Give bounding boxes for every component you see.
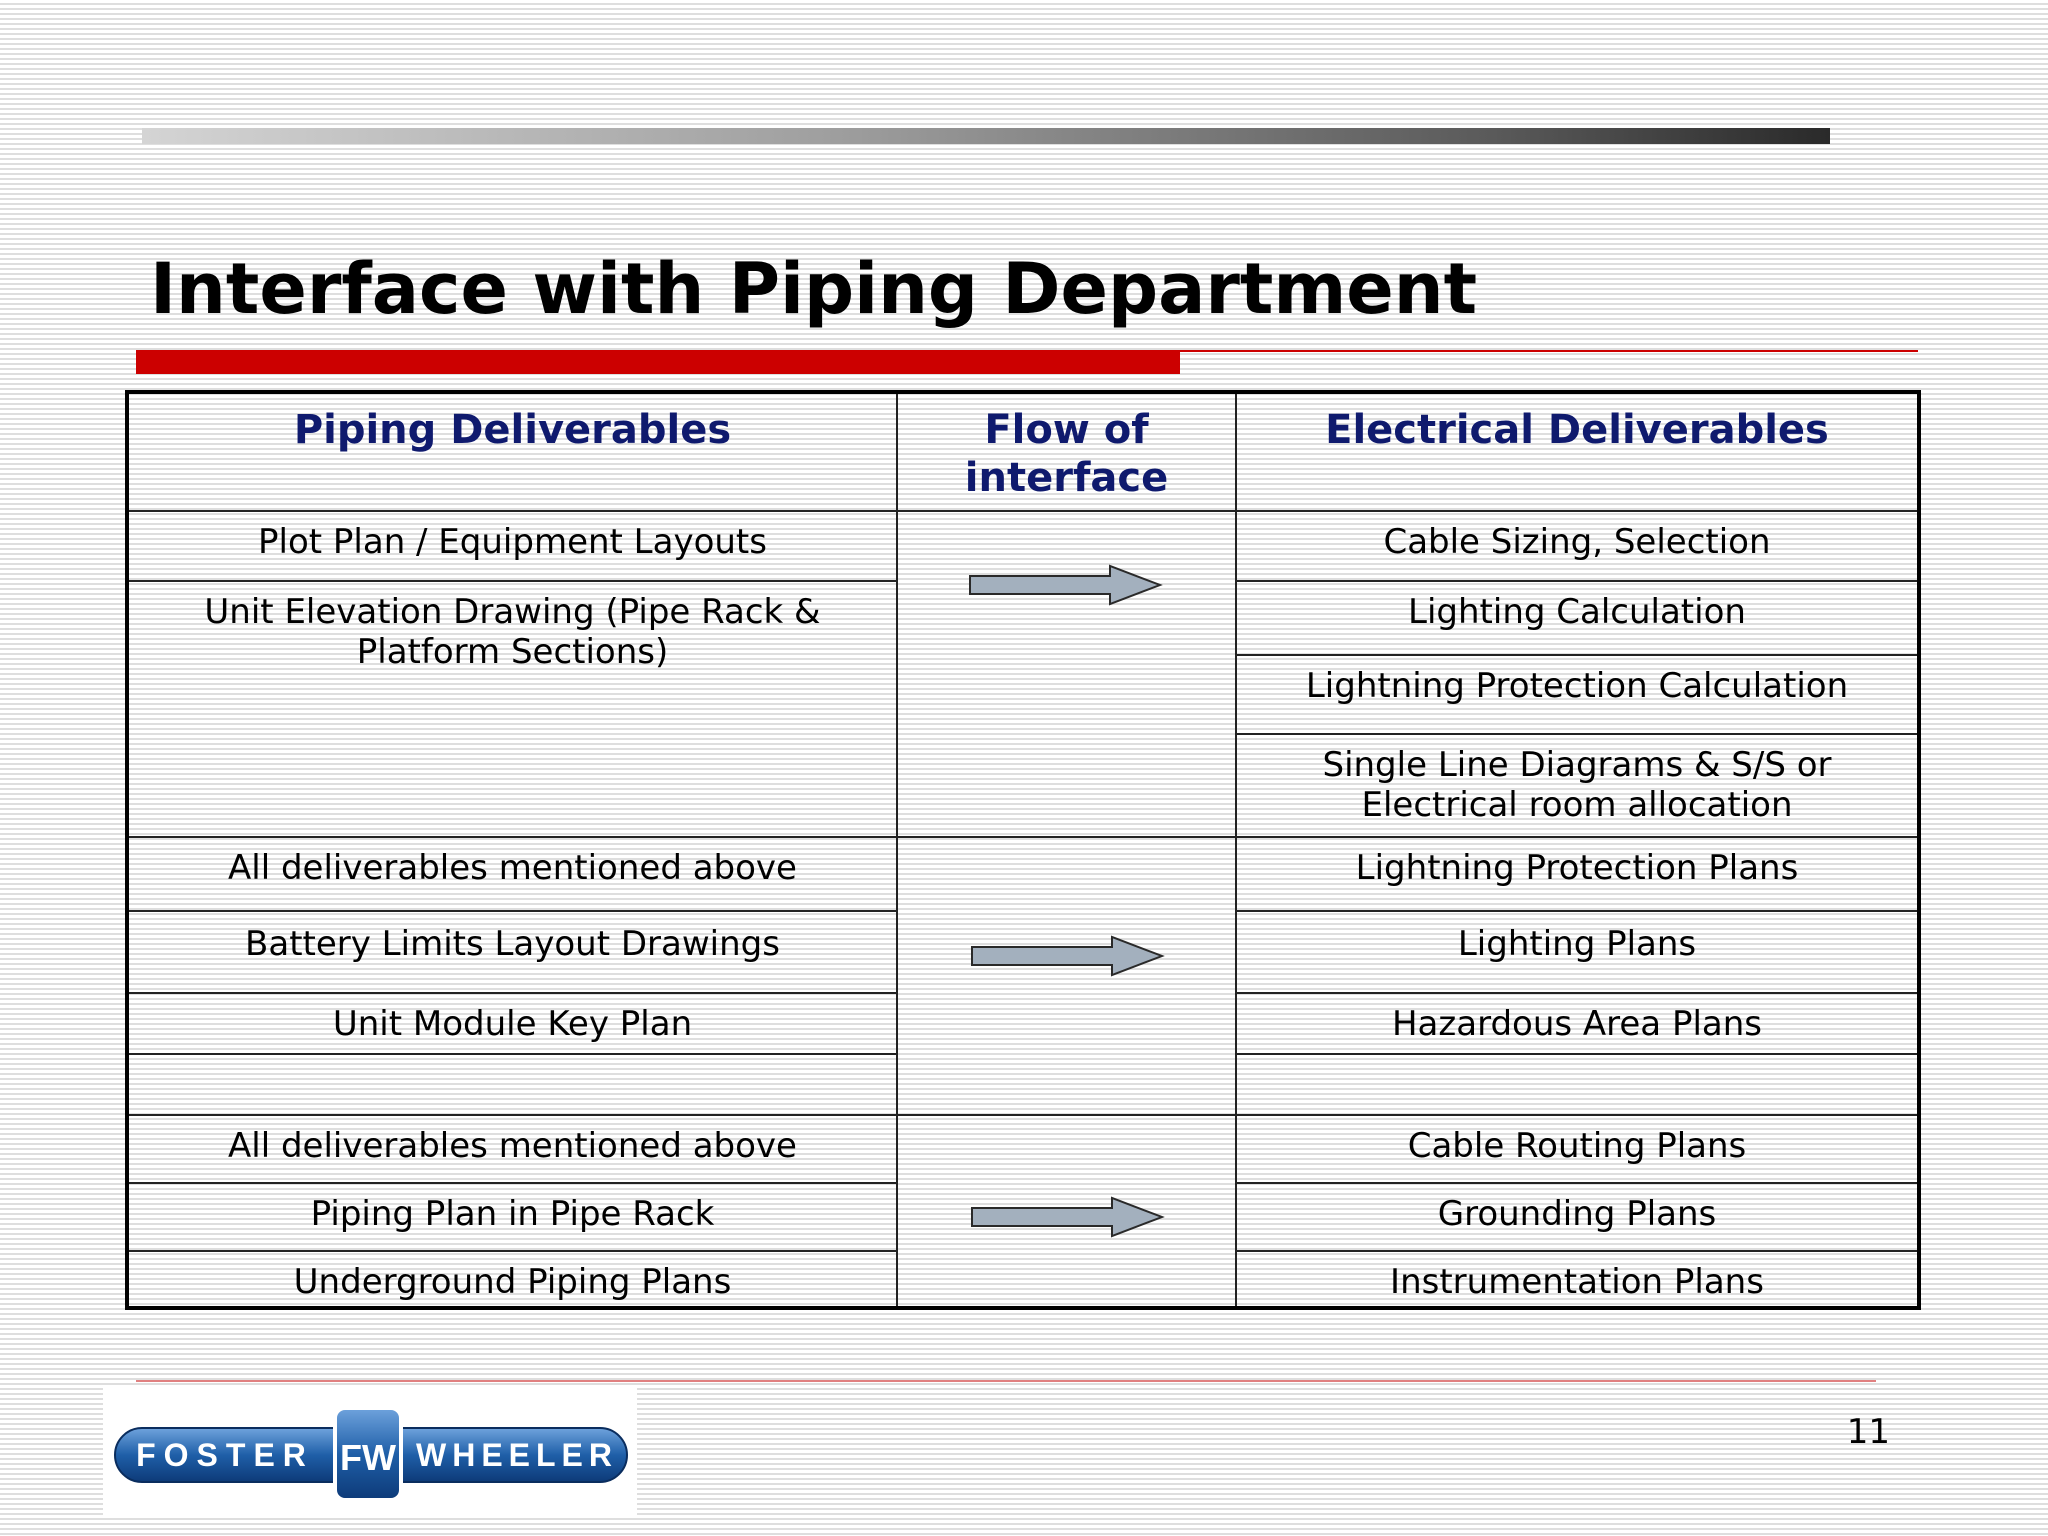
electrical-cell: Lightning Protection Calculation <box>1305 666 1849 706</box>
flow-arrow-shape <box>970 566 1160 604</box>
electrical-cell: Cable Routing Plans <box>1407 1126 1747 1166</box>
row-divider <box>129 1250 896 1252</box>
electrical-cell: Cable Sizing, Selection <box>1383 522 1771 562</box>
flow-arrow-shape <box>972 937 1162 975</box>
column-divider <box>896 394 898 1306</box>
row-divider <box>129 510 1917 512</box>
piping-cell: Piping Plan in Pipe Rack <box>310 1194 715 1234</box>
column-divider <box>1235 394 1237 1306</box>
title-underline-bar <box>136 350 1180 374</box>
row-divider <box>129 836 1917 838</box>
row-divider <box>129 910 896 912</box>
piping-cell: Unit Module Key Plan <box>332 1004 693 1044</box>
row-divider <box>129 1114 1917 1116</box>
footer-divider <box>136 1380 1876 1382</box>
row-divider <box>129 1182 896 1184</box>
interface-table <box>125 390 1921 1310</box>
flow-arrow-icon <box>970 935 1166 977</box>
header-flow-line-2: interface <box>964 455 1169 501</box>
row-divider <box>1237 733 1917 735</box>
flow-arrow-icon <box>970 1196 1166 1238</box>
logo-text-left: FOSTER <box>136 1437 314 1473</box>
row-divider <box>129 992 896 994</box>
piping-cell: Plot Plan / Equipment Layouts <box>258 522 767 562</box>
electrical-cell: Lighting Calculation <box>1408 592 1746 632</box>
slide-title: Interface with Piping Department <box>150 248 1478 330</box>
row-divider <box>129 580 896 582</box>
header-flow-of-interface <box>898 406 1235 502</box>
electrical-cell: Hazardous Area Plans <box>1391 1004 1762 1044</box>
logo-graphic <box>103 1386 637 1518</box>
row-divider <box>1237 580 1917 582</box>
piping-cell: Underground Piping Plans <box>293 1262 732 1302</box>
logo-text-right: WHEELER <box>416 1437 618 1473</box>
piping-cell: All deliverables mentioned above <box>228 1126 797 1166</box>
flow-arrow-icon <box>968 564 1164 606</box>
row-divider <box>1237 654 1917 656</box>
piping-cell: All deliverables mentioned above <box>228 848 797 888</box>
piping-cell: Unit Elevation Drawing (Pipe Rack & Platform Sections) <box>204 592 821 672</box>
row-divider <box>1237 910 1917 912</box>
flow-arrow-shape <box>972 1198 1162 1236</box>
title-underline-line <box>1180 350 1918 352</box>
logo-monogram: FW <box>340 1437 396 1478</box>
header-piping-deliverables: Piping Deliverables <box>293 407 732 453</box>
electrical-cell: Lighting Plans <box>1457 924 1697 964</box>
row-divider <box>1237 1250 1917 1252</box>
row-divider <box>129 1053 896 1055</box>
foster-wheeler-logo <box>103 1386 637 1518</box>
electrical-cell: Instrumentation Plans <box>1390 1262 1764 1302</box>
page-number: 11 <box>1846 1412 1890 1452</box>
row-divider <box>1237 992 1917 994</box>
electrical-cell: Lightning Protection Plans <box>1355 848 1799 888</box>
row-divider <box>1237 1053 1917 1055</box>
top-gradient-bar <box>142 128 1830 144</box>
piping-cell: Battery Limits Layout Drawings <box>245 924 780 964</box>
electrical-cell: Single Line Diagrams & S/S or Electrical room allocation <box>1322 745 1832 825</box>
row-divider <box>1237 1182 1917 1184</box>
header-electrical-deliverables: Electrical Deliverables <box>1325 407 1829 453</box>
header-flow-line-1: Flow of <box>984 407 1149 453</box>
electrical-cell: Grounding Plans <box>1437 1194 1717 1234</box>
